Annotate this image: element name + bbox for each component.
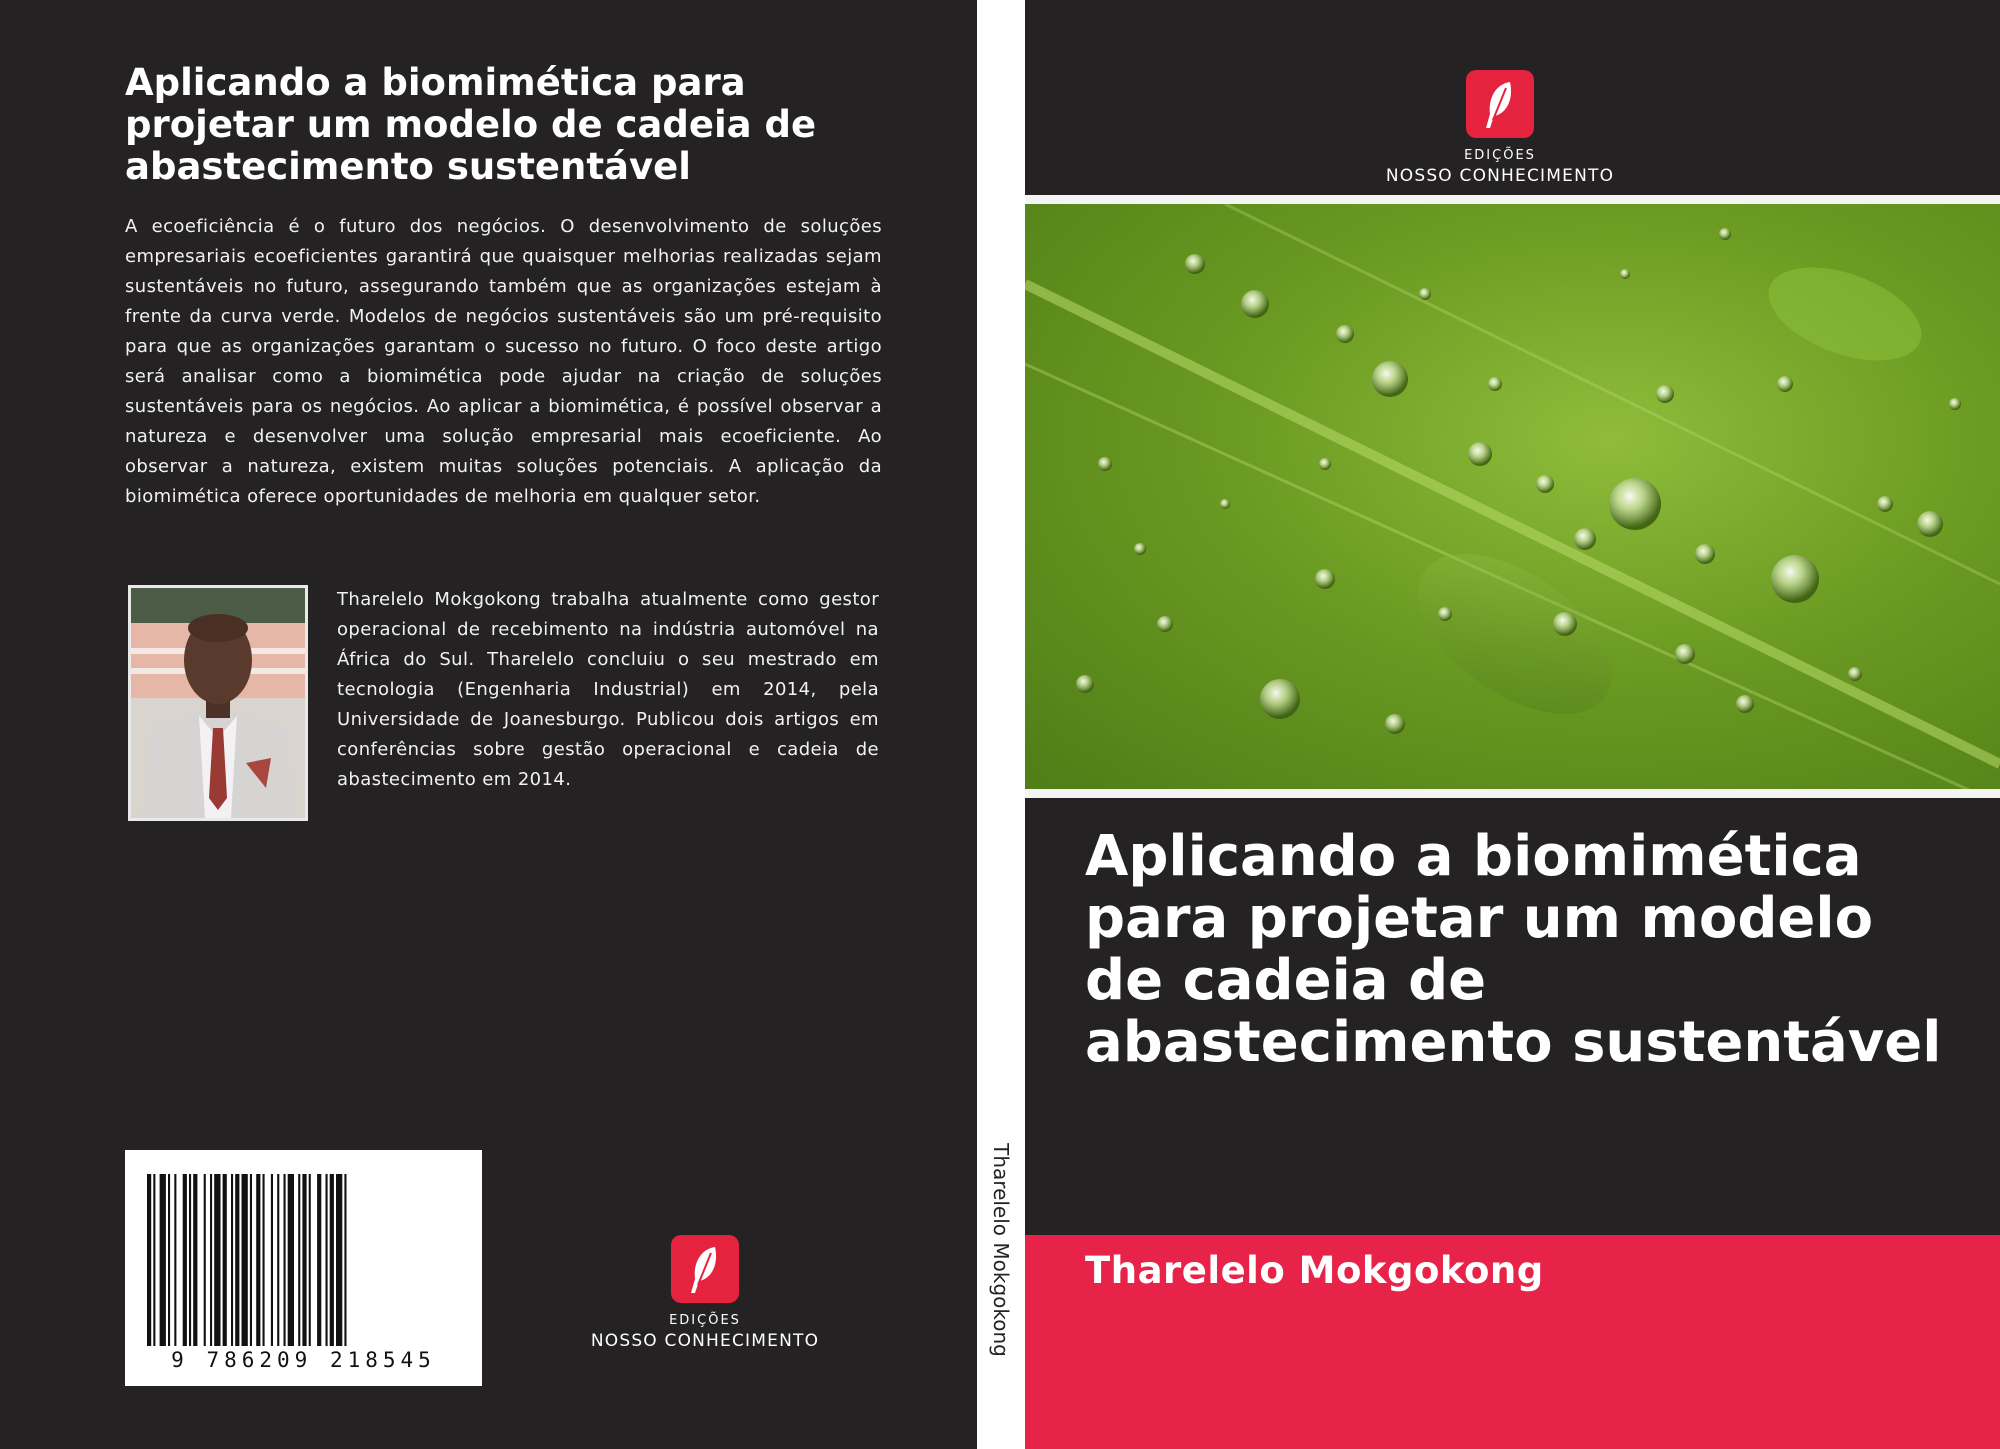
barcode-bar xyxy=(344,1174,346,1346)
water-drop xyxy=(1157,616,1173,632)
barcode-bar xyxy=(193,1174,197,1346)
water-drop xyxy=(1076,675,1094,693)
author-band xyxy=(1025,1235,2000,1449)
back-cover xyxy=(0,0,977,1449)
barcode-bar xyxy=(223,1174,227,1346)
water-drop xyxy=(1609,478,1661,530)
barcode-bar xyxy=(302,1174,306,1346)
water-drop xyxy=(1488,377,1502,391)
water-drop xyxy=(1372,361,1408,397)
author-photo xyxy=(128,585,308,821)
front-publisher-logo xyxy=(1375,70,1625,186)
water-drop xyxy=(1848,667,1862,681)
water-drop xyxy=(1719,228,1731,240)
barcode-bar xyxy=(214,1174,220,1346)
spine-author: Tharelelo Mokgokong xyxy=(989,1143,1013,1357)
water-drop xyxy=(1553,612,1577,636)
water-drop xyxy=(1949,398,1961,410)
feather-icon xyxy=(1466,70,1534,138)
barcode-bar xyxy=(250,1174,252,1346)
front-cover-author: Tharelelo Mokgokong xyxy=(1085,1249,1544,1292)
barcode-bar xyxy=(153,1174,155,1346)
barcode-bar xyxy=(317,1174,321,1346)
water-drop xyxy=(1656,385,1674,403)
feather-icon xyxy=(671,1235,739,1303)
water-drop xyxy=(1620,269,1630,279)
water-drop xyxy=(1241,290,1269,318)
book-description: A ecoeficiência é o futuro dos negócios. O desenvolvimento de soluções empresariais ecoeficientes garantirá que quaisquer melhorias realizadas sejam sustentáveis no futuro, assegurando também que as organizações estejam à frente da curva verde. Modelos de negócios sustentáveis são um pré-requisito para que as organizações garantam o sucesso no futuro. O foco deste artigo será analisar como a biomimética pode ajudar na criação de soluções sustentáveis para os negócios. Ao aplicar a biomimética, é possível observar a natureza e desenvolver uma solução empresarial mais ecoeficiente. Ao observar a natureza, existem muitas soluções potenciais. A aplicação da biomimética oferece oportunidades de melhoria em qualquer setor. xyxy=(125,216,882,507)
publisher-line2: NOSSO CONHECIMENTO xyxy=(590,1331,820,1351)
publisher-line1: EDIÇÕES xyxy=(669,1313,741,1328)
publisher-line1: EDIÇÕES xyxy=(1464,148,1536,163)
barcode-bar xyxy=(336,1174,342,1346)
barcode-bar xyxy=(204,1174,206,1346)
barcode-bar xyxy=(189,1174,191,1346)
author-portrait-image xyxy=(131,588,305,818)
water-drop xyxy=(1675,644,1695,664)
isbn-number: 9 786209 218545 xyxy=(171,1348,436,1372)
water-drop xyxy=(1574,528,1596,550)
barcode-bar xyxy=(183,1174,187,1346)
publisher-line2: NOSSO CONHECIMENTO xyxy=(1385,166,1615,186)
barcode-bar xyxy=(235,1174,239,1346)
barcode-bar xyxy=(288,1174,294,1346)
barcode-bar xyxy=(330,1174,334,1346)
back-publisher-logo xyxy=(580,1235,830,1351)
water-drop xyxy=(1385,714,1405,734)
water-drop xyxy=(1260,679,1300,719)
barcode-bar xyxy=(147,1174,151,1346)
water-drop xyxy=(1220,499,1230,509)
water-drop xyxy=(1419,288,1431,300)
barcode-bar xyxy=(277,1174,279,1346)
water-drop xyxy=(1917,511,1943,537)
barcode-bar xyxy=(174,1174,176,1346)
barcode-bar xyxy=(326,1174,328,1346)
author-bio: Tharelelo Mokgokong trabalha atualmente como gestor operacional de recebimento na indústria automóvel na África do Sul. Tharelelo concluiu o seu mestrado em tecnologia (Engenharia Industrial) em 2014, pela Universidade de Joanesburgo. Publicou dois artigos em conferências sobre gestão operacional e cadeia de abastecimento em 2014. xyxy=(337,589,879,790)
water-drop xyxy=(1185,254,1205,274)
water-drop xyxy=(1098,457,1112,471)
barcode-bar xyxy=(298,1174,300,1346)
water-drop xyxy=(1438,607,1452,621)
back-cover-title: Aplicando a biomimética para projetar um modelo de cadeia de abastecimento sustentável xyxy=(125,61,817,188)
water-drop xyxy=(1134,543,1146,555)
barcode-bar xyxy=(210,1174,212,1346)
water-drop xyxy=(1695,544,1715,564)
water-drop xyxy=(1468,442,1492,466)
barcode-bar xyxy=(309,1174,311,1346)
barcode-bar xyxy=(271,1174,273,1346)
water-drop xyxy=(1336,325,1354,343)
cover-photo-leaf-water-drops xyxy=(1025,204,2000,789)
isbn-barcode xyxy=(125,1150,482,1386)
water-drop xyxy=(1319,458,1331,470)
barcode-bar xyxy=(284,1174,286,1346)
water-drop xyxy=(1315,569,1335,589)
barcode-bar xyxy=(263,1174,265,1346)
water-drop xyxy=(1877,496,1893,512)
barcode-bar xyxy=(168,1174,170,1346)
water-drop xyxy=(1536,475,1554,493)
barcode-bar xyxy=(242,1174,248,1346)
front-cover-title: Aplicando a biomimética para projetar um modelo de cadeia de abastecimento sustentável xyxy=(1085,824,1942,1075)
water-drop xyxy=(1771,555,1819,603)
water-drop xyxy=(1736,695,1754,713)
barcode-bar xyxy=(231,1174,233,1346)
water-drop xyxy=(1777,376,1793,392)
barcode-bar xyxy=(160,1174,166,1346)
barcode-bar xyxy=(256,1174,260,1346)
